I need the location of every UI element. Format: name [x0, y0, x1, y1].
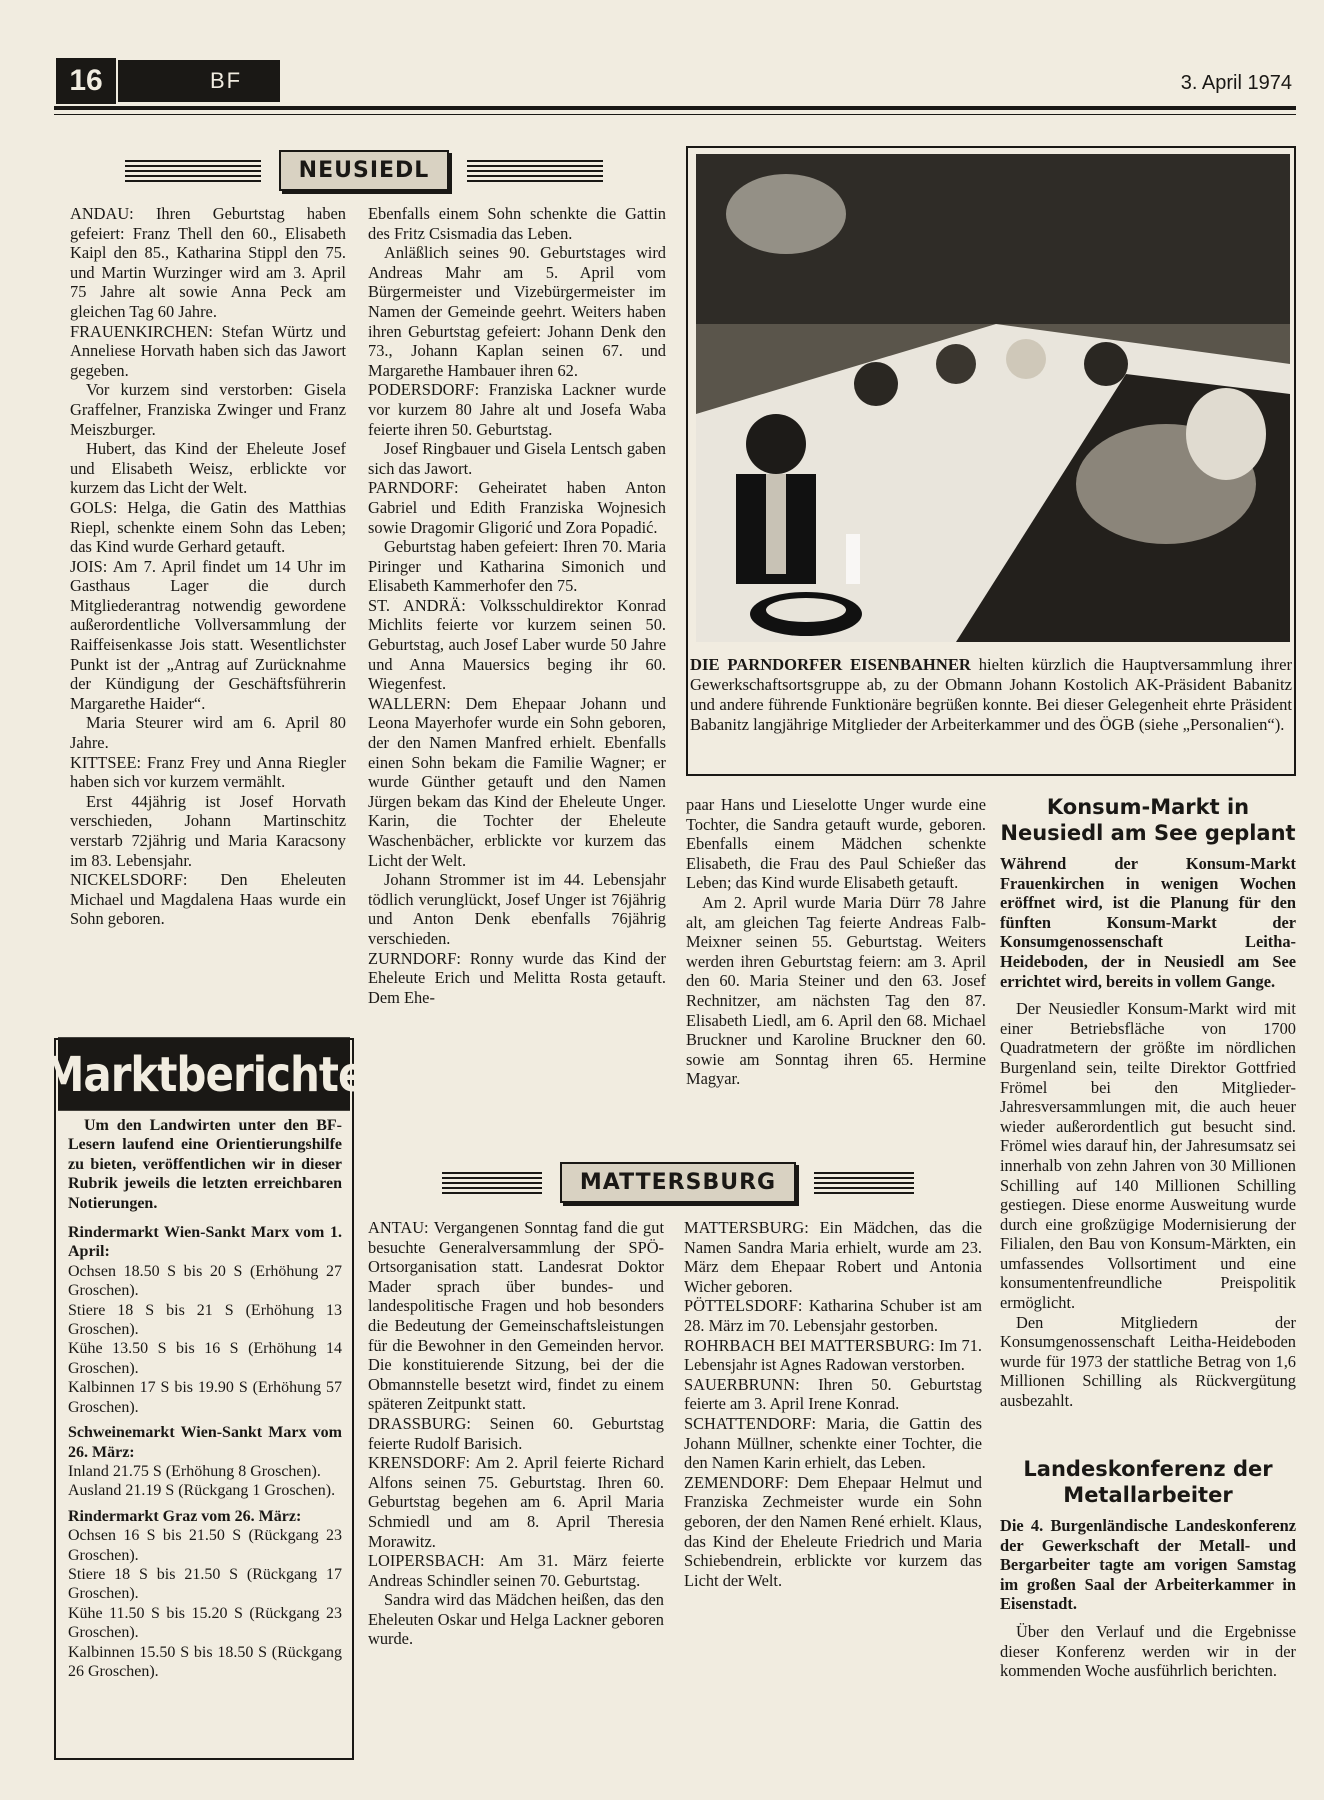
issue-date: 3. April 1974 [1180, 72, 1292, 94]
article-krensdorf: KRENSDORF: Am 2. April feierte Richard Alfons seinen 75. Geburtstag. Ihren 60. Geburtstag begehen am 6. April Maria Schmiedl und am 8. April Theresia Morawitz. [368, 1453, 664, 1551]
article-wallern: WALLERN: Dem Ehepaar Johann und Leona Mayerhofer wurde ein Sohn geboren, der den Namen Manfred erhielt. Ebenfalls einen Sohn bekam die Familie Wagner; er wurde Günther getauft und den Namen Jürgen bekam das Kind der Eheleute Unger. Karin, die Tochter der Eheleute Waschenbächer, erblickte vor kurzem das Licht der Welt. [368, 693, 666, 870]
landes-lead: Die 4. Burgenländische Landeskonferenz der Gewerkschaft der Metall- und Bergarbeiter tagte am vorigen Samstag im großen Saal der Arbeiterkammer in Eisenstadt. [1000, 1516, 1296, 1614]
konsum-body-2: Den Mitgliedern der Konsumgenossenschaft Leitha-Heideboden wurde für 1973 der stattliche Betrag von 1,6 Millionen Schilling als Rückvergütung ausbezahlt. [1000, 1312, 1296, 1411]
market-item: Kalbinnen 17 S bis 19.90 S (Erhöhung 57 Groschen). [68, 1379, 342, 1416]
marktberichte-body [68, 1116, 342, 1681]
article-loipersbach: LOIPERSBACH: Am 31. März feierte Andreas Schindler seinen 70. Geburtstag. [368, 1551, 664, 1590]
article-schattendorf: SCHATTENDORF: Maria, die Gattin des Johann Müllner, schenkte einer Tochter, die den Namen Karin erhielt, das Leben. [684, 1413, 982, 1473]
hatch-right [814, 1172, 914, 1194]
section-head-mattersburg [368, 1162, 988, 1203]
article-paragraph: Johann Strommer ist im 44. Lebensjahr tödlich verunglückt, Josef Unger ist 76jährig und Anton Denk ebenfalls 76jährig verschieden. [368, 870, 666, 948]
konsum-article [1000, 794, 1296, 1411]
neusiedl-column-2 [368, 204, 666, 1007]
hatch-left [125, 160, 261, 182]
hatch-left [442, 1172, 542, 1194]
konsum-lead: Während der Konsum-Markt Frauenkirchen in wenigen Wochen eröffnet wird, ist die Planung für den fünften Konsum-Markt der Konsumgenossenschaft Leitha-Heideboden, der in Neusiedl am See errichtet wird, bereits in vollem Gange. [1000, 854, 1296, 991]
article-zemendorf: ZEMENDORF: Dem Ehepaar Helmut und Franziska Zechmeister wurde ein Sohn geboren, der den Namen René erhielt. Klaus, das Kind der Eheleute Friedrich und Maria Schiebendrein, erblickte vor kurzem das Licht der Welt. [684, 1472, 982, 1590]
caption-lead: DIE PARNDORFER EISENBAHNER [690, 655, 971, 674]
article-jois: JOIS: Am 7. April findet um 14 Uhr im Gasthaus Lager die durch Mitgliederantrag notwendig gewordene außerordentliche Vollversammlung der Raiffeisenkasse Jois statt. Wesentlichster Punkt ist der „Antrag auf Zurücknahme der Kündigung der Geschäftsführerin Margarethe Haider“. [70, 556, 346, 713]
article-paragraph: paar Hans und Lieselotte Unger wurde eine Tochter, die Sandra getauft wurde, geboren. Ebenfalls einem Mädchen schenkte Elisabeth, die Frau des Paul Schießer das Leben; das Kind wurde Elisabeth getauft. [686, 795, 986, 893]
market-heading: Rindermarkt Wien-Sankt Marx vom 1. April: [68, 1224, 342, 1261]
section-title-neusiedl: NEUSIEDL [279, 150, 450, 191]
market-heading: Schweinemarkt Wien-Sankt Marx vom 26. März: [68, 1424, 342, 1461]
landes-article [1000, 1456, 1296, 1681]
neusiedl-column-3 [686, 795, 986, 1089]
konsum-body: Der Neusiedler Konsum-Markt wird mit einer Betriebsfläche von 1700 Quadratmetern der größte im nördlichen Burgenland sein, teilte Direktor Gottfried Frömel bei den Mitglieder-Jahresversammlungen mit, die auch heuer wieder außerordentlich gut besucht sind. Frömel wies darauf hin, der Jahresumsatz sei innerhalb von zehn Jahren von 30 Millionen Schilling auf 140 Millionen Schilling gestiegen. Diese enorme Ausweitung wurde durch eine großzügige Modernisierung der Filialen, den Bau von Konsum-Märkten, ein umfassendes Vollsortiment und eine konsumentenfreundliche Preispolitik ermöglicht. [1000, 999, 1296, 1313]
market-heading: Rindermarkt Graz vom 26. März: [68, 1507, 302, 1525]
marktberichte-intro: Um den Landwirten unter den BF-Lesern laufend eine Orientierungshilfe zu bieten, veröffentlichen wir in dieser Rubrik jeweils die letzten erreichbaren Notierungen. [68, 1117, 342, 1212]
article-st-andrae: ST. ANDRÄ: Volksschuldirektor Konrad Michlits feierte vor kurzem seinen 50. Geburtstag, auch Josef Laber wurde 50 Jahre und Anna Mauersics beging ihr 60. Wiegenfest. [368, 595, 666, 694]
article-podersdorf: PODERSDORF: Franziska Lackner wurde vor kurzem 80 Jahre alt und Josefa Waba feierte ihren 50. Geburtstag. [368, 380, 666, 439]
page-number: 16 [56, 58, 116, 104]
market-item: Ochsen 18.50 S bis 20 S (Erhöhung 27 Groschen). [68, 1262, 342, 1300]
mattersburg-column-1 [368, 1218, 664, 1649]
article-paragraph: Am 2. April wurde Maria Dürr 78 Jahre alt, am gleichen Tag feierte Andreas Falb-Meixner seinen 55. Geburtstag. Weiters werden ihren Geburtstag feiern: am 3. April den 60. Maria Steiner und den 63. Josef Rechnitzer, am nächsten Tag den 87. Elisabeth Liedl, am 6. April den 68. Michael Bruckner und Karoline Bruckner den 60. sowie am Sonntag ihren 65. Hermine Magyar. [686, 892, 986, 1089]
section-label: BF [118, 60, 280, 102]
article-paragraph: Ebenfalls einem Sohn schenkte die Gattin des Fritz Csismadia das Leben. [368, 204, 666, 243]
article-rohrbach: ROHRBACH BEI MATTERSBURG: Im 71. Lebensjahr ist Agnes Radowan verstorben. [684, 1335, 982, 1375]
photo-illustration [696, 154, 1290, 642]
article-sauerbrunn: SAUERBRUNN: Ihren 50. Geburtstag feierte am 3. April Irene Konrad. [684, 1374, 982, 1414]
mattersburg-column-2 [684, 1218, 982, 1590]
market-item: Kühe 11.50 S bis 15.20 S (Rückgang 23 Groschen). [68, 1604, 342, 1642]
section-title-mattersburg: MATTERSBURG [560, 1162, 796, 1203]
article-paragraph: Geburtstag haben gefeiert: Ihren 70. Maria Piringer und Katharina Simonich und Elisabeth Kammerhofer den 75. [368, 537, 666, 596]
article-paragraph: Hubert, das Kind der Eheleute Josef und Elisabeth Weisz, erblickte vor kurzem das Licht der Welt. [70, 439, 346, 498]
article-antau: ANTAU: Vergangenen Sonntag fand die gut besuchte Generalversammlung der SPÖ-Ortsorganisation statt. Landesrat Doktor Mader sprach über bundes- und landespolitische Fragen und hob besonders die Bedeutung der Gemeinschaftsleistungen für die Bewohner in den Gemeinden hervor. Die konstituierende Sitzung, bei der die Obmannstelle besetzt wird, findet zu einem späteren Zeitpunkt statt. [368, 1218, 664, 1414]
market-item: Ochsen 16 S bis 21.50 S (Rückgang 23 Groschen). [68, 1527, 342, 1564]
caption-text: hielten kürzlich die Hauptversammlung ihrer Gewerkschaftsortsgruppe ab, zu der Obmann Johann Kostolich AK-Präsident Babanitz und andere führende Funktionäre begrüßen konnte. Bei dieser Gelegenheit ehrte Präsident Babanitz langjährige Mitglieder der Arbeiterkammer und des ÖGB (siehe „Personalien“). [690, 655, 1292, 734]
market-item: Ausland 21.19 S (Rückgang 1 Groschen). [68, 1482, 336, 1500]
photo [696, 154, 1290, 642]
neusiedl-column-1 [70, 204, 346, 929]
photo-caption [690, 655, 1292, 735]
article-poettelsdorf: PÖTTELSDORF: Katharina Schuber ist am 28. März im 70. Lebensjahr gestorben. [684, 1296, 982, 1335]
market-item: Stiere 18 S bis 21.50 S (Rückgang 17 Groschen). [68, 1565, 342, 1603]
article-gols: GOLS: Helga, die Gatin des Matthias Riepl, schenkte einem Sohn das Leben; das Kind wurde Gerhard getauft. [70, 497, 346, 557]
article-paragraph: Josef Ringbauer und Gisela Lentsch gaben sich das Jawort. [368, 439, 666, 478]
article-paragraph: Maria Steurer wird am 6. April 80 Jahre. [70, 713, 346, 753]
market-item: Kühe 13.50 S bis 16 S (Erhöhung 14 Groschen). [68, 1340, 342, 1377]
market-item: Inland 21.75 S (Erhöhung 8 Groschen). [68, 1462, 321, 1480]
article-nickelsdorf: NICKELSDORF: Den Eheleuten Michael und Magdalena Haas wurde ein Sohn geboren. [70, 870, 346, 929]
landes-body: Über den Verlauf und die Ergebnisse dieser Konferenz werden wir in der kommenden Woche ausführlich berichten. [1000, 1621, 1296, 1681]
article-mattersburg: MATTERSBURG: Ein Mädchen, das die Namen Sandra Maria erhielt, wurde am 23. März dem Ehepaar Robert und Antonia Wicher geboren. [684, 1218, 982, 1296]
article-paragraph: Sandra wird das Mädchen heißen, das den Eheleuten Oskar und Helga Lackner geboren wurde. [368, 1590, 664, 1649]
article-kittsee: KITTSEE: Franz Frey und Anna Riegler haben sich vor kurzem vermählt. [70, 752, 346, 792]
article-andau: ANDAU: Ihren Geburtstag haben gefeiert: Franz Thell den 60., Elisabeth Kaipl den 85., Katharina Stippl den 75. und Martin Wurzinger wird am 3. April 75 Jahre alt sowie Anna Peck am gleichen Tag 60 Jahre. [70, 204, 346, 321]
article-zurndorf: ZURNDORF: Ronny wurde das Kind der Eheleute Erich und Melitta Rosta getauft. Dem Ehe- [368, 948, 666, 1007]
landes-headline: Landeskonferenz der Metallarbeiter [1023, 1457, 1273, 1507]
article-paragraph: Erst 44jährig ist Josef Horvath verschieden, Johann Martinschitz verstarb 72jährig und Maria Karacsony im 83. Lebensjahr. [70, 791, 346, 870]
article-frauenkirchen: FRAUENKIRCHEN: Stefan Würtz und Anneliese Horvath haben sich das Jawort gegeben. [70, 321, 346, 380]
konsum-headline: Konsum-Markt in Neusiedl am See geplant [1000, 795, 1296, 845]
marktberichte-title: Marktberichte [58, 1037, 350, 1111]
header-rule [54, 106, 1296, 110]
market-item: Stiere 18 S bis 21 S (Erhöhung 13 Groschen). [68, 1301, 342, 1339]
market-item: Kalbinnen 15.50 S bis 18.50 S (Rückgang 26 Groschen). [68, 1643, 342, 1680]
header-rule-thin [54, 114, 1296, 115]
hatch-right [467, 160, 603, 182]
article-drassburg: DRASSBURG: Seinen 60. Geburtstag feierte Rudolf Barisich. [368, 1413, 664, 1453]
section-head-neusiedl [54, 150, 674, 191]
article-paragraph: Vor kurzem sind verstorben: Gisela Graffelner, Franziska Zwinger und Franz Meiszburger. [70, 380, 346, 439]
article-paragraph: Anläßlich seines 90. Geburtstages wird Andreas Mahr am 5. April vom Bürgermeister und Vizebürgermeister im Namen der Gemeinde geehrt. Weiters haben ihren Geburtstag gefeiert: Johann Denk den 73., Johann Kaplan seinen 67. und Margarethe Hambauer ihren 62. [368, 243, 666, 380]
article-parndorf: PARNDORF: Geheiratet haben Anton Gabriel und Edith Franziska Wojnesich sowie Dragomir Gligorić und Zora Popadić. [368, 478, 666, 537]
